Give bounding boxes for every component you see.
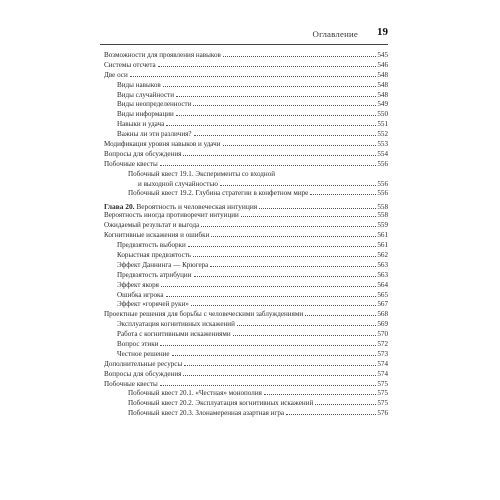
- dot-leader: [176, 115, 377, 116]
- toc-entry-title: [104, 360, 183, 370]
- toc-entry-text: Вероятность иногда противоречит интуиции: [104, 211, 239, 220]
- toc-entry: [104, 160, 388, 170]
- toc-entry-page-number: 572: [377, 340, 388, 349]
- toc-entry-title: [117, 100, 192, 110]
- toc-entry: [104, 91, 388, 101]
- toc-entry-title: [104, 211, 240, 221]
- toc-entry-text: Системы отсчета: [104, 60, 156, 69]
- chapter-number: Глава 20.: [104, 201, 135, 211]
- dot-leader: [130, 76, 377, 77]
- toc-entry-text: Проектные решения для борьбы с человеческими заблуждениями: [104, 310, 304, 319]
- toc-entry-text: Эксплуатация когнитивных искажений: [117, 320, 235, 329]
- toc-entry: [104, 221, 388, 231]
- toc-entry-title: [104, 370, 182, 380]
- toc-entry: [104, 261, 388, 271]
- dot-leader: [160, 345, 376, 346]
- toc-entry-title: [117, 81, 162, 91]
- toc-entry-title: [104, 71, 129, 81]
- toc-entry-text: Корыстная предвзятость: [117, 251, 192, 259]
- table-of-contents: [104, 51, 388, 419]
- toc-entry: [104, 330, 388, 340]
- toc-entry: [104, 231, 388, 241]
- toc-entry: [104, 409, 388, 419]
- dot-leader: [241, 216, 377, 217]
- toc-entry-page-number: 546: [377, 60, 388, 69]
- toc-entry: [104, 310, 388, 320]
- toc-entry: [104, 110, 388, 120]
- toc-entry: [104, 180, 388, 190]
- toc-entry-text: Эффект якоря: [117, 280, 159, 289]
- toc-entry-text: Побочный квест 19.1. Эксперименты со входной: [128, 169, 276, 178]
- toc-entry-title: [117, 330, 232, 340]
- dot-leader: [193, 105, 376, 106]
- toc-entry: [104, 291, 388, 301]
- toc-entry: [104, 281, 388, 291]
- dot-leader: [286, 414, 376, 415]
- toc-entry-text: Вопросы для обсуждения: [104, 149, 182, 158]
- toc-entry-page-number: 554: [377, 149, 388, 158]
- toc-entry-title: [104, 51, 222, 61]
- toc-entry-page-number: 559: [377, 221, 388, 230]
- toc-entry-title: [117, 320, 236, 330]
- toc-entry-title: [117, 350, 171, 360]
- toc-entry: [104, 251, 388, 261]
- toc-entry-page-number: 553: [377, 140, 388, 149]
- toc-entry: [104, 380, 388, 390]
- toc-entry-title: [104, 380, 159, 390]
- toc-entry: [104, 170, 388, 180]
- toc-entry-title: [104, 202, 258, 212]
- toc-entry: [104, 189, 388, 199]
- toc-entry-text: Две оси: [104, 70, 128, 79]
- dot-leader: [315, 404, 376, 405]
- toc-entry-text: Возможности для проявления навыков: [104, 51, 221, 59]
- toc-entry-page-number: 576: [377, 409, 388, 418]
- toc-entry-text: Вопрос этики: [117, 340, 159, 349]
- page-number: 19: [377, 26, 388, 38]
- toc-entry-text: Вопросы для обсуждения: [104, 369, 182, 378]
- dot-leader: [176, 96, 376, 97]
- dot-leader: [184, 365, 376, 366]
- toc-entry-text: Навыки и удача: [117, 120, 165, 129]
- toc-entry: [104, 370, 388, 380]
- toc-entry-text: Побочный квест 20.3. Злонамеренная азартная игра: [128, 409, 285, 418]
- toc-entry-title: [104, 150, 182, 160]
- toc-entry-title: [104, 231, 210, 241]
- toc-entry-text: Работа с когнитивными искажениями: [117, 330, 231, 339]
- toc-entry-title: [117, 241, 187, 251]
- toc-entry: [104, 120, 388, 130]
- dot-leader: [233, 335, 377, 336]
- toc-entry-title: [128, 189, 309, 199]
- dot-leader: [194, 135, 377, 136]
- dot-leader: [194, 276, 377, 277]
- toc-entry-text: Ошибка игрока: [117, 290, 164, 299]
- toc-entry-page-number: 551: [377, 120, 388, 129]
- dot-leader: [310, 194, 376, 195]
- toc-entry-title: [104, 310, 304, 320]
- toc-entry-text: Предвзятость атрибуции: [117, 270, 192, 279]
- toc-entry-title: [117, 340, 159, 350]
- toc-entry-title: [104, 61, 157, 71]
- dot-leader: [223, 56, 376, 57]
- toc-entry-title: [117, 300, 190, 310]
- toc-entry-title: [117, 130, 193, 140]
- toc-entry: [104, 340, 388, 350]
- toc-entry: [104, 100, 388, 110]
- toc-entry-text: Побочные квесты: [104, 379, 158, 388]
- dot-leader: [158, 66, 377, 67]
- toc-entry-page-number: 565: [377, 290, 388, 299]
- toc-entry-title: [117, 281, 160, 291]
- toc-entry-page-number: 548: [377, 80, 388, 89]
- dot-leader: [161, 286, 376, 287]
- dot-leader: [183, 155, 376, 156]
- toc-entry-page-number: 563: [377, 270, 388, 279]
- toc-entry-text: Дополнительные ресурсы: [104, 359, 183, 368]
- dot-leader: [305, 315, 376, 316]
- dot-leader: [166, 125, 376, 126]
- toc-chapter-entry: [104, 202, 388, 212]
- dot-leader: [201, 226, 376, 227]
- toc-entry-text: Эффект Даннинга — Крюгера: [117, 260, 209, 269]
- toc-entry-text: Ожидаемый результат и выгода: [104, 221, 200, 230]
- toc-entry-title: [128, 170, 276, 180]
- toc-entry-page-number: 569: [377, 320, 388, 329]
- toc-entry-title: [117, 291, 165, 301]
- toc-entry: [104, 389, 388, 399]
- toc-entry: [104, 271, 388, 281]
- toc-entry-text: Виды неопределенности: [117, 100, 192, 109]
- dot-leader: [191, 305, 376, 306]
- toc-entry-page-number: 549: [377, 100, 388, 109]
- toc-entry: [104, 130, 388, 140]
- dot-leader: [223, 145, 377, 146]
- toc-entry-text: Честное решение: [117, 349, 170, 358]
- dot-leader: [160, 385, 377, 386]
- toc-entry-title: [128, 399, 314, 409]
- toc-entry: [104, 241, 388, 251]
- dot-leader: [237, 325, 376, 326]
- dot-leader: [188, 246, 377, 247]
- toc-entry-page-number: 568: [377, 310, 388, 319]
- toc-entry-title: [128, 389, 263, 399]
- toc-entry-text: Виды информации: [117, 110, 174, 119]
- toc-entry-page-number: 561: [377, 231, 388, 240]
- toc-entry-page-number: 570: [377, 330, 388, 339]
- toc-entry-page-number: 575: [377, 399, 388, 408]
- toc-entry-title: [128, 409, 285, 419]
- toc-entry-page-number: 556: [377, 179, 388, 188]
- toc-entry-text: Побочный квест 20.1. «Честная» монополия: [128, 389, 262, 398]
- dot-leader: [220, 185, 376, 186]
- toc-entry-page-number: 558: [377, 211, 388, 220]
- toc-entry-title: [117, 271, 193, 281]
- toc-entry-title: [117, 91, 175, 101]
- toc-entry-text: Предвзятость выборки: [117, 241, 186, 250]
- toc-entry-text: Виды случайности: [117, 90, 174, 99]
- toc-entry-page-number: 550: [377, 110, 388, 119]
- toc-entry-text: Важны ли эти различия?: [117, 130, 192, 139]
- header-rule: [100, 44, 388, 45]
- running-header-title: Оглавление: [312, 29, 358, 39]
- dot-leader: [166, 296, 377, 297]
- toc-entry-page-number: 556: [377, 189, 388, 198]
- toc-entry: [104, 61, 388, 71]
- toc-entry-text: Побочный квест 19.2. Глубина стратегии в конфетном мире: [128, 189, 309, 198]
- toc-entry-page-number: 573: [377, 349, 388, 358]
- toc-entry: [104, 300, 388, 310]
- toc-entry: [104, 140, 388, 150]
- dot-leader: [172, 355, 377, 356]
- toc-entry-title: [138, 180, 219, 190]
- toc-entry-title: [104, 221, 200, 231]
- running-header: [100, 26, 388, 42]
- toc-entry-text: и выходной случайностью: [138, 179, 218, 188]
- toc-entry: [104, 399, 388, 409]
- toc-entry-text: Виды навыков: [117, 80, 161, 89]
- toc-entry: [104, 320, 388, 330]
- toc-entry-text: Побочные квесты: [104, 159, 158, 168]
- toc-entry-page-number: 548: [377, 70, 388, 79]
- toc-entry-page-number: 575: [377, 389, 388, 398]
- toc-entry-page-number: 564: [377, 280, 388, 289]
- toc-entry-text: Модификация уровня навыков и удачи: [104, 140, 221, 149]
- dot-leader: [160, 165, 377, 166]
- dot-leader: [183, 375, 376, 376]
- toc-entry-page-number: 562: [377, 251, 388, 259]
- toc-entry-text: Вероятность и человеческая интуиция: [134, 201, 258, 211]
- toc-entry-text: Побочный квест 20.2. Эксплуатация когнитивных искажений: [128, 399, 314, 408]
- toc-entry-page-number: 574: [377, 369, 388, 378]
- toc-entry-title: [117, 251, 192, 261]
- toc-entry-page-number: 556: [377, 159, 388, 168]
- dot-leader: [210, 266, 376, 267]
- toc-entry-page-number: 575: [377, 379, 388, 388]
- toc-entry-title: [117, 110, 175, 120]
- toc-entry-title: [117, 120, 165, 130]
- dot-leader: [211, 236, 376, 237]
- toc-entry-title: [104, 160, 159, 170]
- toc-entry-title: [104, 140, 222, 150]
- toc-entry-page-number: 548: [377, 90, 388, 99]
- toc-entry-page-number: 563: [377, 260, 388, 269]
- toc-entry-page-number: 561: [377, 241, 388, 250]
- toc-entry-page-number: 558: [377, 202, 388, 211]
- toc-entry: [104, 211, 388, 221]
- toc-entry: [104, 51, 388, 61]
- toc-entry-page-number: 545: [377, 51, 388, 59]
- toc-entry: [104, 150, 388, 160]
- dot-leader: [163, 86, 377, 87]
- toc-entry-text: Когнитивные искажения и ошибки: [104, 231, 210, 240]
- toc-entry: [104, 350, 388, 360]
- toc-entry: [104, 360, 388, 370]
- toc-entry-title: [117, 261, 209, 271]
- toc-entry-page-number: 574: [377, 359, 388, 368]
- dot-leader: [193, 256, 376, 257]
- dot-leader: [259, 208, 376, 209]
- toc-entry: [104, 71, 388, 81]
- toc-entry-page-number: 552: [377, 130, 388, 139]
- toc-entry-page-number: 567: [377, 300, 388, 309]
- toc-entry: [104, 81, 388, 91]
- toc-entry-text: Эффект «горячей руки»: [117, 300, 189, 309]
- dot-leader: [264, 394, 376, 395]
